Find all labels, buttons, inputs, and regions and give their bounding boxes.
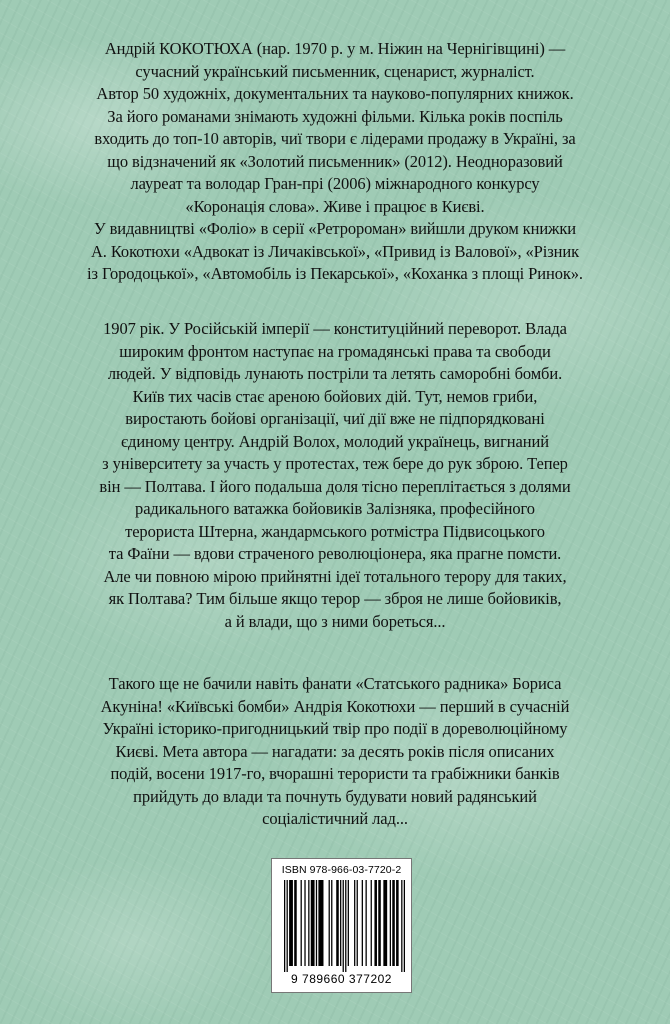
synopsis-line: він — Полтава. І його подальша доля тісно переплітається з долями (99, 476, 571, 496)
synopsis-line: людей. У відповідь лунають постріли та летять саморобні бомби. (107, 364, 563, 383)
synopsis-line: з університету за участь у протестах, теж бере до рук зброю. Тепер (102, 454, 568, 473)
promo-line: Акуніна! «Київські бомби» Андрія Кокотюхи — перший в сучасній (100, 696, 570, 716)
barcode-bar (308, 880, 309, 966)
isbn-number: ISBN 978-966-03-7720-2 (281, 864, 402, 876)
barcode-bar (371, 880, 372, 966)
barcode-bar (354, 880, 355, 966)
promo-line: соціалістичний лад... (262, 809, 408, 828)
barcode-bar (287, 880, 288, 972)
synopsis-line: Київ тих часів стає ареною бойових дій. Тут, немов гриби, (132, 386, 538, 406)
promo-line: Такого ще не бачили навіть фанати «Статського радника» Бориса (108, 674, 562, 693)
bio-line: За його романами знімають художні фільми. Кілька років поспіль (107, 106, 563, 126)
bio-line: лауреат та володар Гран-прі (2006) міжнародного конкурсу (130, 174, 540, 193)
barcode-bar (378, 880, 381, 966)
barcode-bar (294, 880, 297, 966)
bio-line: У видавництві «Фоліо» в серії «Ретророман» вийшли друком книжки (93, 219, 577, 238)
promo-line: прийдуть до влади та почнуть будувати новий радянський (133, 786, 537, 806)
barcode-bar (404, 880, 405, 972)
barcode-bar (383, 880, 387, 966)
barcode-bar (318, 880, 323, 966)
synopsis-line: та Фаїни — вдови страченого революціонера, яка прагне помсти. (108, 544, 562, 563)
barcode-bar (374, 880, 377, 966)
bio-line: сучасний український письменник, сценарист, журналіст. (135, 61, 535, 81)
barcode-bar (340, 880, 341, 966)
author-bio (60, 38, 610, 286)
bio-line: Автор 50 художніх, документальних та науково-популярних книжок. (96, 84, 574, 103)
barcode-bar (301, 880, 302, 966)
barcode-bars (284, 880, 405, 972)
barcode-bar (396, 880, 399, 966)
synopsis-line: як Полтава? Тим більше якщо терор — зброя не лише бойовиків, (108, 589, 562, 608)
barcode-bar (401, 880, 402, 972)
barcode-bar (343, 880, 344, 972)
promo-line: подій, восени 1917-го, вчорашні терористи та грабіжники банків (110, 764, 560, 783)
barcode-bar (357, 880, 358, 966)
barcode-bar (329, 880, 330, 966)
barcode-bar (284, 880, 285, 972)
promo-line: Києві. Мета автора — нагадати: за десять років після описаних (115, 741, 555, 761)
synopsis-line: радикального ватажка бойовиків Залізняка, професійного (135, 499, 535, 518)
synopsis-line: 1907 рік. У Російській імперії — конституційний переворот. Влада (103, 319, 567, 338)
barcode-bar (331, 880, 332, 966)
book-synopsis (60, 318, 610, 633)
synopsis-line: терориста Штерна, жандармського ротмістра Підвисоцького (125, 521, 545, 541)
barcode-bar (366, 880, 367, 966)
synopsis-line: єдиному центру. Андрій Волох, молодий українець, вигнаний (121, 431, 549, 451)
synopsis-line: Але чи повною мірою прийнятні ідеї тотального терору для таких, (103, 566, 567, 586)
bio-line: А. Кокотюхи «Адвокат із Личаківської», «Привид із Валової», «Різник (90, 241, 579, 261)
barcode-bar (336, 880, 339, 966)
promo-blurb (60, 673, 610, 831)
barcode-bar (348, 880, 349, 966)
barcode-digits: 9 789660 377202 (291, 972, 392, 986)
barcode-bar (392, 880, 395, 966)
bio-line: із Городоцької», «Автомобіль із Пекарської», «Коханка з площі Ринок». (87, 264, 583, 283)
synopsis-line: широким фронтом наступає на громадянські права та свободи (119, 341, 551, 361)
barcode-bar (345, 880, 346, 972)
barcode-bar (316, 880, 317, 966)
barcode-bar (362, 880, 363, 966)
bio-line: Андрій КОКОТЮХА (нар. 1970 р. у м. Ніжин на Чернігівщині) — (104, 39, 566, 58)
bio-line: «Коронація слова». Живе і працює в Києві. (185, 196, 485, 216)
barcode-bar (289, 880, 293, 966)
synopsis-line: виростають бойові організації, чиї дії вже не підпорядковані (125, 409, 545, 428)
promo-line: Україні історико-пригодницький твір про події в дореволюційному (102, 719, 568, 738)
barcode-bar (311, 880, 315, 966)
bio-line: що відзначений як «Золотий письменник» (2012). Неодноразовий (107, 151, 563, 171)
bio-line: входить до топ-10 авторів, чиї твори є лідерами продажу в Україні, за (94, 129, 576, 148)
barcode-bar (390, 880, 391, 966)
barcode-bar (304, 880, 305, 966)
barcode-box (271, 858, 412, 993)
synopsis-line: а й влади, що з ними бореться... (224, 611, 446, 631)
